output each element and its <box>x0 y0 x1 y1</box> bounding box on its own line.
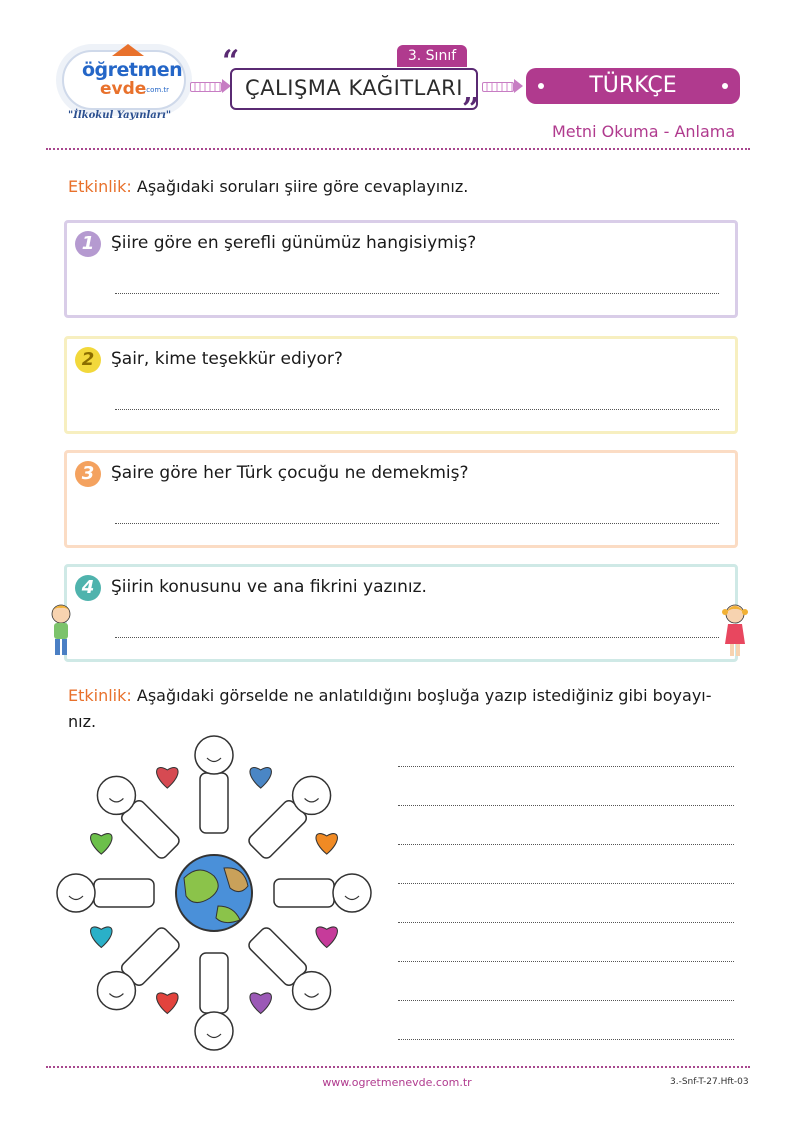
child-body <box>274 879 334 907</box>
question-number-1: 1 <box>75 231 101 257</box>
child-body <box>94 879 154 907</box>
house-icon <box>112 44 144 56</box>
child-head <box>293 972 331 1010</box>
activity1-instruction <box>68 177 468 196</box>
girl-character-icon <box>722 602 748 660</box>
heart-icon <box>91 834 112 855</box>
question-number-3: 3 <box>75 461 101 487</box>
writing-line[interactable] <box>398 883 734 884</box>
writing-line[interactable] <box>398 1039 734 1040</box>
heart-icon <box>316 834 337 855</box>
question-box-3 <box>64 450 738 548</box>
worksheet-title: ÇALIŞMA KAĞITLARI <box>245 76 463 100</box>
child-head <box>293 776 331 814</box>
heart-icon <box>157 768 178 789</box>
activity-text-line2: nız. <box>68 712 97 731</box>
subject-badge <box>526 68 740 104</box>
header-divider <box>46 148 750 150</box>
writing-line[interactable] <box>398 922 734 923</box>
heart-icon <box>250 993 271 1014</box>
writing-line[interactable] <box>398 805 734 806</box>
child-head <box>195 1012 233 1050</box>
activity-text-line1: Aşağıdaki görselde ne anlatıldığını boşluğa yazıp istediğiniz gibi boyayı- <box>136 686 712 705</box>
question-text-2: Şair, kime teşekkür ediyor? <box>111 349 343 369</box>
child-body <box>200 773 228 833</box>
topic-label: Metni Okuma - Anlama <box>552 122 736 141</box>
writing-line[interactable] <box>398 766 734 767</box>
close-quote-icon: ” <box>462 92 480 127</box>
child-head <box>97 972 135 1010</box>
child-head <box>333 874 371 912</box>
answer-line-4[interactable] <box>115 637 719 638</box>
question-text-1: Şiire göre en şerefli günümüz hangisiymiş? <box>111 233 477 253</box>
writing-line[interactable] <box>398 961 734 962</box>
logo-text-ogretmen: öğretmen <box>82 59 183 81</box>
child-head <box>195 736 233 774</box>
child-head <box>57 874 95 912</box>
bullet-dot-icon <box>538 83 544 89</box>
activity-label: Etkinlik: <box>68 686 132 705</box>
writing-lines <box>398 766 734 1056</box>
subject-name: TÜRKÇE <box>589 73 677 98</box>
question-text-3: Şaire göre her Türk çocuğu ne demekmiş? <box>111 463 469 483</box>
answer-line-3[interactable] <box>115 523 719 524</box>
grade-tab: 3. Sınıf <box>397 45 467 67</box>
question-box-1 <box>64 220 738 318</box>
writing-line[interactable] <box>398 844 734 845</box>
question-number-4: 4 <box>75 575 101 601</box>
child-body <box>200 953 228 1013</box>
footer-code: 3.-Snf-T-27.Hft-03 <box>670 1077 749 1087</box>
footer-divider <box>46 1066 750 1068</box>
logo-text-evde: evde <box>100 79 147 99</box>
footer-url[interactable]: www.ogretmenevde.com.tr <box>322 1076 472 1089</box>
publisher-logo <box>62 42 186 126</box>
bullet-dot-icon <box>722 83 728 89</box>
arrow-right-icon <box>482 82 514 92</box>
question-text-4: Şiirin konusunu ve ana fikrini yazınız. <box>111 577 427 597</box>
answer-line-2[interactable] <box>115 409 719 410</box>
activity-label: Etkinlik: <box>68 177 132 196</box>
activity-text: Aşağıdaki soruları şiire göre cevaplayınız. <box>136 177 469 196</box>
question-number-2: 2 <box>75 347 101 373</box>
open-quote-icon: “ <box>222 44 240 79</box>
logo-tagline: "İlkokul Yayınları" <box>68 110 172 121</box>
heart-icon <box>157 993 178 1014</box>
boy-character-icon <box>48 602 74 660</box>
heart-icon <box>250 768 271 789</box>
logo-text-domain: .com.tr <box>144 86 170 94</box>
writing-line[interactable] <box>398 1000 734 1001</box>
question-box-4 <box>64 564 738 662</box>
heart-icon <box>316 927 337 948</box>
question-box-2 <box>64 336 738 434</box>
heart-icon <box>91 927 112 948</box>
worksheet-title-box <box>230 68 478 110</box>
arrow-right-icon <box>190 82 222 92</box>
answer-line-1[interactable] <box>115 293 719 294</box>
child-head <box>97 776 135 814</box>
children-around-world-illustration <box>34 728 374 1058</box>
